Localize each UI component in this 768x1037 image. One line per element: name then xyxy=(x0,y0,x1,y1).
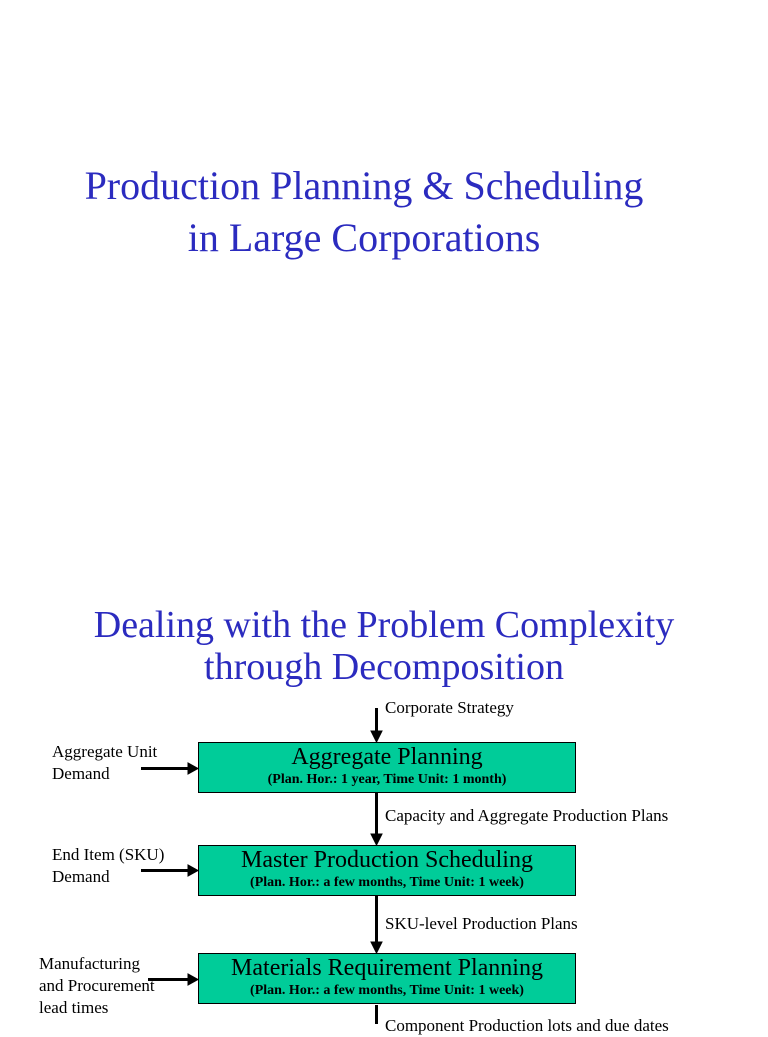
connector-strategy-to-aggregate xyxy=(375,708,378,738)
side-input-line: lead times xyxy=(39,998,109,1017)
box-title: Master Production Scheduling xyxy=(241,847,533,873)
flow-label-component-lots: Component Production lots and due dates xyxy=(385,1016,669,1035)
section-title-line-2: through Decomposition xyxy=(204,646,564,688)
connector-mps-to-mrp xyxy=(375,896,378,949)
box-subtitle: (Plan. Hor.: a few months, Time Unit: 1 week) xyxy=(250,875,524,890)
arrow-head-right xyxy=(188,974,198,985)
arrow-head-right xyxy=(188,763,198,774)
section-title-line-1: Dealing with the Problem Complexity xyxy=(93,604,675,646)
slide-title-line-2: in Large Corporations xyxy=(187,215,541,260)
aggregate-planning-box xyxy=(198,742,576,793)
slide-title xyxy=(0,160,728,264)
flow-label-capacity-plans: Capacity and Aggregate Production Plans xyxy=(385,806,669,825)
connector-aggregate-to-mps xyxy=(375,793,378,841)
flow-label-sku-plans: SKU-level Production Plans xyxy=(385,914,578,933)
box-subtitle: (Plan. Hor.: 1 year, Time Unit: 1 month) xyxy=(267,772,507,787)
section-title xyxy=(0,604,768,688)
box-title: Aggregate Planning xyxy=(291,744,483,770)
side-input-line: End Item (SKU) xyxy=(52,845,165,864)
side-input-line: Manufacturing xyxy=(39,954,141,973)
side-input-aggregate-demand xyxy=(52,741,157,785)
box-subtitle: (Plan. Hor.: a few months, Time Unit: 1 week) xyxy=(250,983,524,998)
materials-requirement-planning-box xyxy=(198,953,576,1004)
side-input-lead-times xyxy=(39,953,155,1019)
side-input-sku-demand xyxy=(52,844,164,888)
side-input-line: Demand xyxy=(52,867,110,886)
side-input-line: Aggregate Unit xyxy=(52,742,158,761)
slide-title-line-1: Production Planning & Scheduling xyxy=(84,163,644,208)
side-input-line: Demand xyxy=(52,764,110,783)
master-production-scheduling-box xyxy=(198,845,576,896)
side-input-line: and Procurement xyxy=(39,976,155,995)
box-title: Materials Requirement Planning xyxy=(231,955,543,981)
arrow-head-right xyxy=(188,865,198,876)
connector-mrp-output xyxy=(375,1005,378,1024)
top-input-label: Corporate Strategy xyxy=(385,698,514,717)
